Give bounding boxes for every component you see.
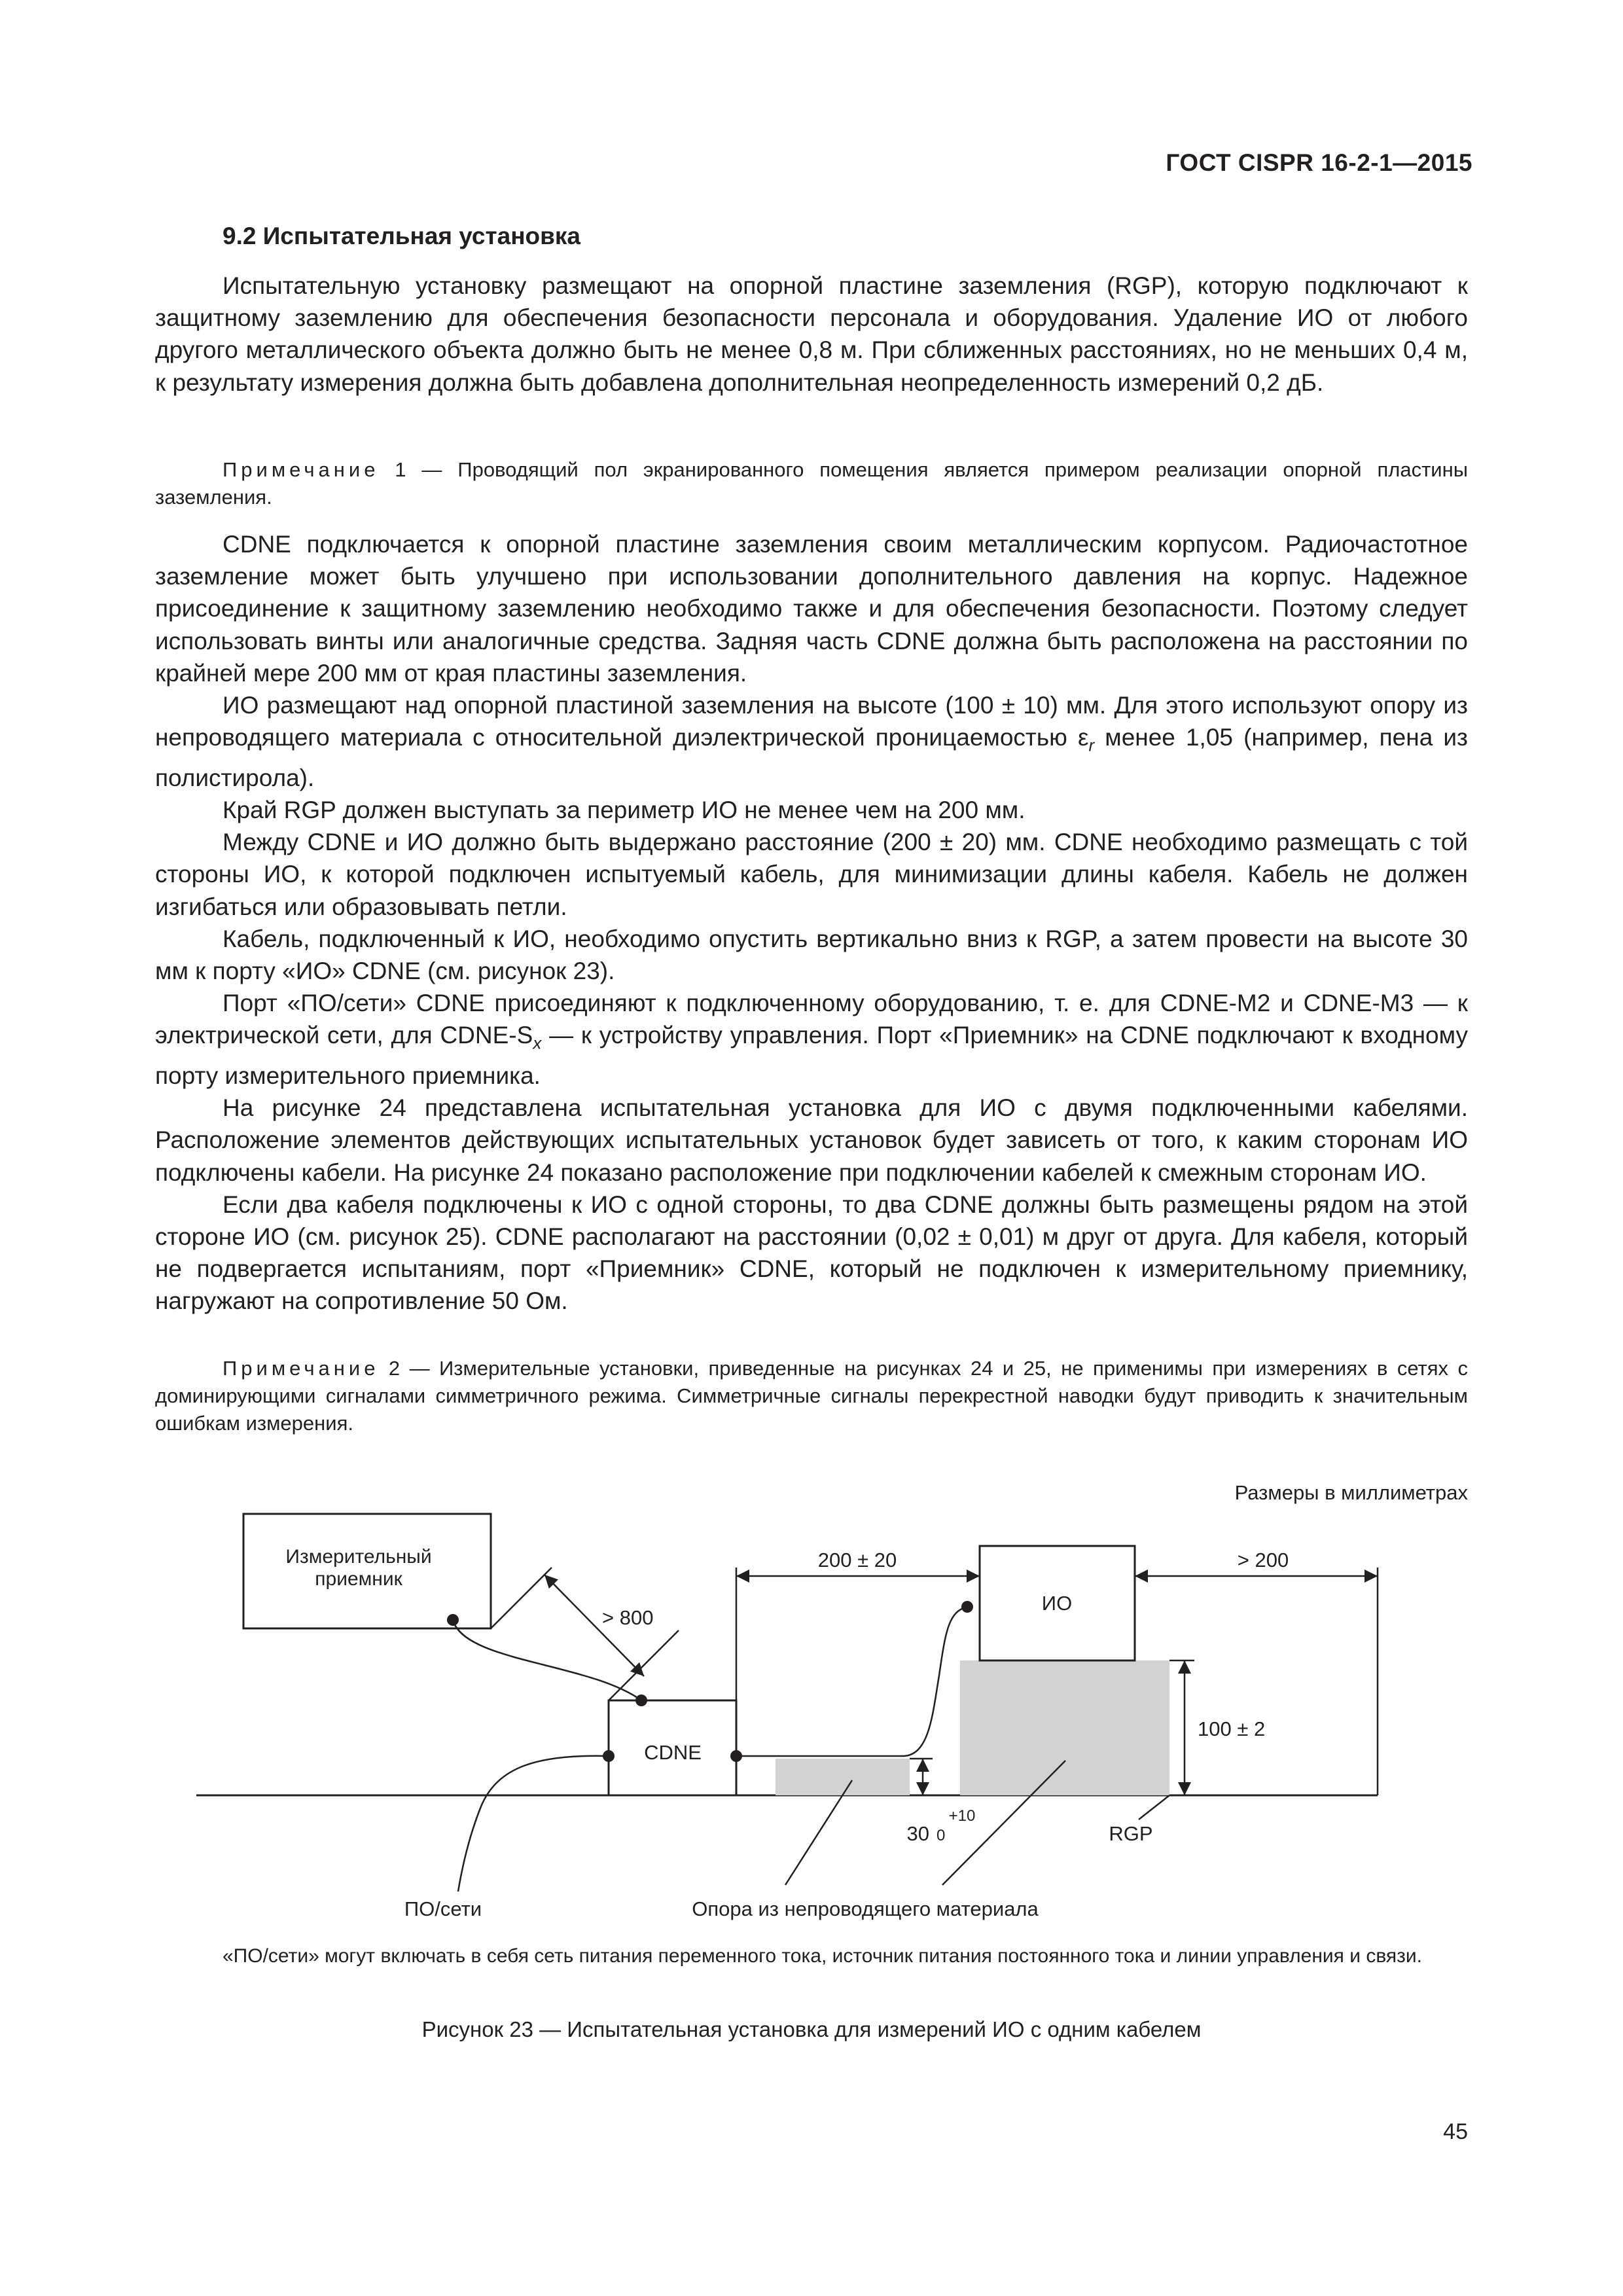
figure-note bbox=[155, 1943, 1468, 1970]
note-1-label: Примечание bbox=[223, 458, 380, 481]
paragraph-9: Если два кабеля подключены к ИО с одной стороны, то два CDNE должны быть размещены рядом на этой стороне ИО (см. рисунок 25). CDNE располагают на расстоянии (0,02 ± 0,01) м друг от друга. Для кабеля, который не подвергается испытаниям, порт «Приемник» CDNE, который не подключен к измерительному приемнику, нагружают на сопротивление 50 Ом. bbox=[155, 1191, 1468, 1315]
ae-cable bbox=[458, 1756, 609, 1892]
page-number: 45 bbox=[1443, 2119, 1468, 2144]
dim-100-label: 100 ± 2 bbox=[1198, 1717, 1266, 1740]
note-2-label: Примечание bbox=[223, 1357, 380, 1380]
eut-cable bbox=[736, 1607, 967, 1756]
paragraph-4: Край RGP должен выступать за периметр ИО не менее чем на 200 мм. bbox=[223, 797, 1026, 824]
document-header: ГОСТ CISPR 16-2-1—2015 bbox=[1166, 149, 1472, 176]
paragraph-2: CDNE подключается к опорной пластине заземления своим металлическим корпусом. Радиочастотное заземление может быть улучшено при использовании дополнительного давления на корпус. Надежное присоединение к защитному заземлению необходимо также и для обеспечения безопасности. Поэтому следует использовать винты или аналогичные средства. Задняя часть CDNE должна быть расположена на расстоянии по крайней мере 200 мм от края пластины заземления. bbox=[155, 531, 1468, 687]
dim-800-ext-2 bbox=[609, 1630, 679, 1700]
section-title: 9.2 Испытательная установка bbox=[223, 223, 580, 249]
rgp-leader bbox=[1139, 1795, 1169, 1820]
figure-caption: Рисунок 23 — Испытательная установка для измерений ИО с одним кабелем bbox=[421, 2017, 1202, 2041]
note-2-text: 2 — Измерительные установки, приведенные на рисунках 24 и 25, не применимы при измерениях в сетях с доминирующими сигналами симметричного режима. Симметричные сигналы перекрестной наводки будут приводить к значительным ошибкам измерения. bbox=[155, 1357, 1468, 1435]
cable-support bbox=[776, 1759, 910, 1795]
dim-800-label: > 800 bbox=[602, 1606, 654, 1629]
dim-200-20-label: 200 ± 20 bbox=[817, 1549, 897, 1571]
dim-200-label: > 200 bbox=[1237, 1549, 1289, 1571]
paragraph-5: Между CDNE и ИО должно быть выдержано расстояние (200 ± 20) мм. CDNE необходимо размещать с той стороны ИО, к которой подключен испытуемый кабель, для минимизации длины кабеля. Кабель не должен изгибаться или образовывать петли. bbox=[155, 829, 1468, 920]
receiver-label-line2: приемник bbox=[315, 1568, 402, 1590]
figure-note-text: «ПО/сети» могут включать в себя сеть питания переменного тока, источник питания постоянного тока и линии управления и связи. bbox=[223, 1945, 1423, 1967]
cdne-label: CDNE bbox=[644, 1741, 702, 1764]
eut-support bbox=[960, 1660, 1169, 1795]
paragraph-3: ИО размещают над опорной пластиной заземления на высоте (100 ± 10) мм. Для этого используют опору из непроводящего материала с относительной диэлектрической проницаемостью $\varepsilon_r$ менее 1,05 (например, пена из полистирола). bbox=[155, 692, 1468, 791]
dim-30-tol-plus: +10 bbox=[948, 1807, 976, 1825]
paragraph-8: На рисунке 24 представлена испытательная установка для ИО с двумя подключенными кабелями. Расположение элементов действующих испытательных установок будет зависеть от того, к каким сторонам ИО подключены кабели. На рисунке 24 показано расположение при подключении кабелей к смежным сторонам ИО. bbox=[155, 1094, 1468, 1186]
units-label: Размеры в миллиметрах bbox=[1234, 1481, 1468, 1504]
dim-30-tol-zero: 0 bbox=[936, 1827, 946, 1844]
paragraph-1-text: Испытательную установку размещают на опорной пластине заземления (RGP), которую подключают к защитному заземлению для обеспечения безопасности персонала и оборудования. Удаление ИО от любого другого металлического объекта должно быть не менее 0,8 м. При сближенных расстояниях, но не меньших 0,4 м, к результату измерения должна быть добавлена дополнительная неопределенность измерений 0,2 дБ. bbox=[155, 272, 1468, 396]
receiver-cable bbox=[453, 1620, 641, 1700]
note-1-text: 1 — Проводящий пол экранированного помещения является примером реализации опорной пластины заземления. bbox=[155, 458, 1468, 509]
receiver-label-line1: Измерительный bbox=[285, 1546, 432, 1568]
dim-30-label: 30 bbox=[906, 1822, 929, 1845]
cdne-s-subscript: x bbox=[533, 1033, 542, 1053]
eut-label: ИО bbox=[1041, 1592, 1073, 1615]
rgp-label: RGP bbox=[1109, 1822, 1153, 1845]
paragraph-7: Порт «ПО/сети» CDNE присоединяют к подключенному оборудованию, т. е. для CDNE-M2 и CDNE-M3 — к электрической сети, для CDNE-$S_x$ — к устройству управления. Порт «Приемник» на CDNE подключают к входному порту измерительного приемника. bbox=[155, 990, 1468, 1090]
ae-label: ПО/сети bbox=[404, 1897, 482, 1920]
support-label: Опора из непроводящего материала bbox=[692, 1897, 1039, 1920]
paragraph-6: Кабель, подключенный к ИО, необходимо опустить вертикально вниз к RGP, а затем провести на высоте 30 мм к порту «ИО» CDNE (см. рисунок 23). bbox=[155, 925, 1468, 985]
epsilon-subscript: r bbox=[1088, 735, 1095, 755]
dim-800-ext-1 bbox=[491, 1568, 552, 1628]
